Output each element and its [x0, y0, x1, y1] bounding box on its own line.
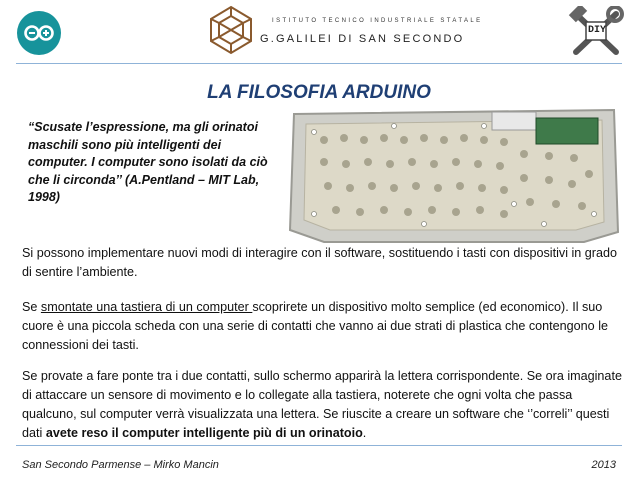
page-title: LA FILOSOFIA ARDUINO [207, 82, 431, 103]
paragraph-keyboard [22, 298, 622, 355]
paragraph-sensors: Si possono implementare nuovi modi di interagire con il software, sostituendo i tasti con dispositivi in grado di sentire l’ambiente. [22, 246, 618, 279]
pentland-quote: “Scusate l’espressione, ma gli orinatoi maschili sono più intelligenti dei computer. I computer sono isolati da ciò che li circonda’’ (A.Pentland – MIT Lab, 1998) [28, 120, 268, 204]
disassembled-keyboard-photo [284, 104, 624, 246]
paragraph-keyboard-pre: Se [22, 300, 41, 314]
school-name-line2: G.GALILEI DI SAN SECONDO [260, 33, 465, 45]
paragraph-keyboard-post: scoprirete un dispositivo molto semplice (ed economico). Il suo cuore è una piccola scheda con una serie di contatti che vanno ai due strati di plastica che contengono le connessioni dei tasti. [22, 300, 608, 352]
school-name-line1: ISTITUTO TECNICO INDUSTRIALE STATALE [272, 18, 483, 24]
dodecahedron-logo-icon [206, 4, 256, 56]
keyboard-link[interactable]: smontate una tastiera di un computer [40, 300, 253, 314]
header-divider [16, 63, 622, 64]
footer-year: 2013 [591, 459, 616, 471]
arduino-logo-icon [16, 10, 62, 56]
paragraph-sensor-idea [22, 367, 622, 443]
diy-badge: DIY [587, 25, 606, 36]
footer-divider [16, 445, 622, 446]
diy-tools-icon [568, 6, 624, 58]
footer-author: San Secondo Parmense – Mirko Mancin [22, 459, 219, 471]
paragraph-sensor-pre: Se provate a fare ponte tra i due contatti, sullo schermo apparirà la lettera corrispondente. Se ora imaginate di attaccare un sensore di movimento e lo collegate alla tastiera, noterete che ogni volta che passa qualcuno, sul computer verrà visualizzata una lettera. Se riuscite a creare un software che ‘’correli’’ questi dati [22, 369, 622, 440]
paragraph-sensor-end: . [362, 426, 367, 440]
paragraph-sensor-bold: avete reso il computer intelligente più di un orinatoio [45, 426, 363, 440]
